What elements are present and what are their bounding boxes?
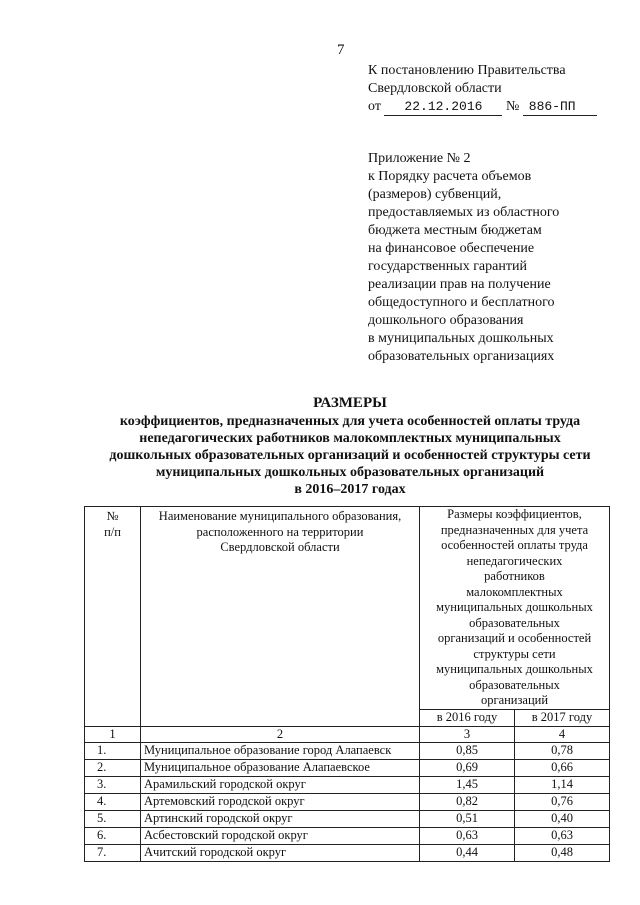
row-name: Ачитский городской округ	[141, 845, 420, 862]
column-number: 1	[85, 726, 141, 743]
table-row	[85, 777, 610, 794]
appendix-line: в муниципальных дошкольных	[368, 331, 554, 346]
row-2016: 0,63	[420, 828, 515, 845]
header-coef-line: муниципальных дошкольных	[436, 600, 593, 614]
row-num: 7.	[85, 845, 141, 862]
decree-date: 22.12.2016	[384, 99, 502, 116]
row-num: 4.	[85, 794, 141, 811]
row-name: Артемовский городской округ	[141, 794, 420, 811]
header-coef-line: структуры сети	[473, 646, 556, 661]
decree-line-2: Свердловской области	[368, 81, 502, 96]
decree-reference	[368, 62, 597, 116]
header-coef-line: организаций	[480, 693, 549, 707]
appendix-line: к Порядку расчета объемов	[368, 169, 532, 184]
coefficients-table	[84, 506, 610, 862]
table-row	[85, 828, 610, 845]
header-coef-line: непедагогических	[466, 553, 563, 568]
appendix-line: Приложение № 2	[368, 151, 471, 166]
header-coef-line: муниципальных дошкольных	[436, 662, 593, 676]
title-line: непедагогических работников малокомплектных муниципальных	[139, 431, 561, 446]
title-line: муниципальных дошкольных образовательных организаций	[155, 465, 545, 480]
row-2017: 0,48	[515, 845, 610, 862]
title-line: дошкольных образовательных организаций и особенностей структуры сети	[109, 448, 591, 463]
row-2017: 0,40	[515, 811, 610, 828]
column-number: 2	[141, 726, 420, 743]
header-name-line: расположенного на территории	[196, 524, 364, 539]
header-coef-line: предназначенных для учета	[440, 522, 589, 537]
decree-date-line	[368, 98, 597, 116]
decree-number-prefix: №	[505, 99, 520, 114]
row-2016: 0,82	[420, 794, 515, 811]
header-coef-line: образовательных	[469, 615, 560, 630]
header-num-line: п/п	[104, 524, 121, 539]
row-name: Арамильский городской округ	[141, 777, 420, 794]
table-header-row	[85, 507, 610, 710]
appendix-line: дошкольного образования	[368, 313, 524, 328]
appendix-block	[368, 150, 559, 366]
table-row	[85, 743, 610, 760]
row-name: Муниципальное образование Алапаевское	[141, 760, 420, 777]
header-coefficients	[420, 507, 610, 710]
row-2016: 0,69	[420, 760, 515, 777]
title-line: в 2016–2017 годах	[294, 482, 406, 497]
header-coef-line: Размеры коэффициентов,	[447, 507, 582, 521]
row-num: 5.	[85, 811, 141, 828]
table-row	[85, 760, 610, 777]
row-2017: 0,76	[515, 794, 610, 811]
column-number: 4	[515, 726, 610, 743]
page-number: 7	[337, 42, 345, 58]
row-2016: 0,85	[420, 743, 515, 760]
table-row	[85, 811, 610, 828]
appendix-line: на финансовое обеспечение	[368, 241, 535, 256]
decree-number: 886-ПП	[523, 99, 597, 116]
row-2017: 0,78	[515, 743, 610, 760]
appendix-line: общедоступного и бесплатного	[368, 295, 555, 310]
table-row	[85, 845, 610, 862]
header-name	[141, 507, 420, 727]
header-num-line: №	[106, 509, 119, 523]
title-main: РАЗМЕРЫ	[313, 395, 387, 411]
decree-line-1: К постановлению Правительства	[368, 63, 566, 78]
row-2016: 1,45	[420, 777, 515, 794]
table-row	[85, 794, 610, 811]
row-name: Асбестовский городской округ	[141, 828, 420, 845]
row-num: 3.	[85, 777, 141, 794]
row-2016: 0,51	[420, 811, 515, 828]
header-coef-line: особенностей оплаты труда	[441, 538, 588, 552]
header-num	[85, 507, 141, 727]
row-2016: 0,44	[420, 845, 515, 862]
column-number: 3	[420, 726, 515, 743]
header-year-2016: в 2016 году	[420, 709, 515, 726]
row-num: 2.	[85, 760, 141, 777]
appendix-line: предоставляемых из областного	[368, 205, 560, 220]
header-name-line: Наименование муниципального образования,	[158, 509, 402, 523]
row-2017: 1,14	[515, 777, 610, 794]
row-name: Артинский городской округ	[141, 811, 420, 828]
header-coef-line: образовательных	[469, 677, 560, 692]
header-coef-line: работников	[484, 569, 545, 583]
header-coef-line: малокомплектных	[466, 584, 563, 599]
appendix-line: бюджета местным бюджетам	[368, 223, 542, 238]
appendix-line: реализации прав на получение	[368, 277, 551, 292]
document-title	[50, 395, 640, 498]
header-year-2017: в 2017 году	[515, 709, 610, 726]
appendix-line: государственных гарантий	[368, 259, 527, 274]
appendix-line: (размеров) субвенций,	[368, 187, 502, 202]
row-2017: 0,66	[515, 760, 610, 777]
table-column-numbers	[85, 726, 610, 743]
appendix-line: образовательных организациях	[368, 349, 555, 364]
row-2017: 0,63	[515, 828, 610, 845]
row-name: Муниципальное образование город Алапаевск	[141, 743, 420, 760]
row-num: 6.	[85, 828, 141, 845]
decree-date-prefix: от	[368, 99, 381, 114]
header-coef-line: организаций и особенностей	[437, 631, 592, 645]
title-line: коэффициентов, предназначенных для учета особенностей оплаты труда	[119, 414, 581, 429]
header-name-line: Свердловской области	[220, 540, 340, 554]
row-num: 1.	[85, 743, 141, 760]
